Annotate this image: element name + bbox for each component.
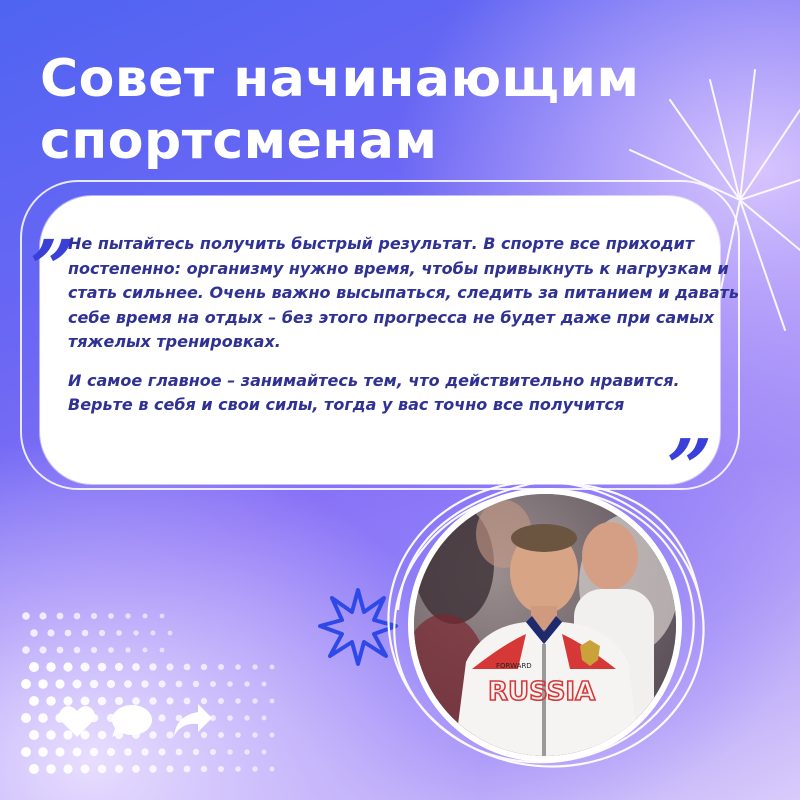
halftone-dot (81, 765, 90, 774)
halftone-dot (74, 613, 81, 620)
halftone-dot (201, 766, 207, 772)
brand-text: FORWARD (496, 662, 532, 670)
halftone-dot (168, 631, 173, 636)
halftone-dot (29, 730, 39, 740)
halftone-dot (210, 681, 216, 687)
halftone-dot (29, 662, 39, 672)
halftone-dot (74, 647, 81, 654)
halftone-dot (270, 699, 275, 704)
halftone-dot (184, 664, 191, 671)
halftone-dot (29, 764, 39, 774)
halftone-dot (210, 749, 216, 755)
halftone-dot (21, 747, 31, 757)
halftone-dot (262, 682, 267, 687)
halftone-dot (270, 665, 275, 670)
halftone-dot (270, 767, 275, 772)
halftone-dot (244, 749, 249, 754)
halftone-dot (57, 647, 64, 654)
heart-icon[interactable] (58, 704, 96, 738)
close-quote-icon: ” (650, 423, 719, 514)
halftone-dot (218, 732, 224, 738)
halftone-dot (270, 733, 275, 738)
halftone-dot (218, 664, 224, 670)
halftone-dot (141, 748, 148, 755)
halftone-dot (166, 663, 173, 670)
halftone-dot (98, 765, 107, 774)
athlete-illustration (414, 494, 676, 756)
halftone-dot (244, 681, 249, 686)
jacket-text: RUSSIA (488, 677, 596, 707)
halftone-dot (252, 732, 257, 737)
halftone-dot (132, 765, 140, 773)
halftone-dot (46, 730, 56, 740)
halftone-dot (116, 630, 122, 636)
halftone-dot (160, 614, 165, 619)
quote-text (68, 232, 748, 432)
halftone-dot (201, 664, 207, 670)
halftone-dot (39, 612, 46, 619)
halftone-dot (151, 631, 156, 636)
halftone-dot (108, 613, 114, 619)
halftone-dot (38, 713, 48, 723)
halftone-dot (227, 681, 233, 687)
halftone-dot (218, 766, 224, 772)
halftone-dot (38, 747, 48, 757)
halftone-dot (218, 698, 224, 704)
halftone-dot (235, 766, 241, 772)
halftone-dot (73, 680, 82, 689)
halftone-dot (55, 747, 64, 756)
halftone-dot (252, 766, 257, 771)
halftone-dot (124, 748, 132, 756)
halftone-dot (158, 680, 165, 687)
halftone-dot (125, 613, 130, 618)
halftone-dot (244, 715, 249, 720)
halftone-dot (22, 612, 30, 620)
halftone-dot (235, 698, 241, 704)
halftone-dot (107, 748, 115, 756)
comment-icon[interactable] (110, 704, 154, 738)
halftone-dot (30, 629, 38, 637)
halftone-dot (184, 766, 191, 773)
halftone-dot (158, 748, 165, 755)
halftone-dots-decoration (18, 608, 278, 788)
title-line-1: Совет начинающим (40, 49, 640, 109)
halftone-dot (46, 662, 56, 672)
halftone-dot (47, 629, 54, 636)
page-title (40, 48, 760, 172)
halftone-dot (125, 647, 130, 652)
halftone-dot (252, 664, 257, 669)
halftone-dot (193, 681, 199, 687)
social-actions (58, 702, 218, 742)
halftone-dot (262, 716, 267, 721)
halftone-dot (98, 663, 107, 672)
quote-paragraph-2: И самое главное – занимайтесь тем, что действительно нравится. Верьте в себя и свои силы, тогда у вас точно все получится (68, 370, 680, 414)
halftone-dot (99, 630, 105, 636)
halftone-dot (108, 647, 114, 653)
halftone-dot (143, 648, 148, 653)
halftone-dot (21, 679, 31, 689)
halftone-dot (176, 681, 183, 688)
halftone-dot (21, 713, 31, 723)
halftone-dot (235, 732, 241, 738)
halftone-dot (262, 750, 267, 755)
open-quote-icon: „ (26, 179, 95, 270)
title-line-2: спортсменам (40, 111, 438, 171)
halftone-dot (252, 698, 257, 703)
halftone-dot (73, 748, 82, 757)
halftone-dot (90, 680, 99, 689)
halftone-dot (81, 663, 90, 672)
halftone-dot (46, 764, 56, 774)
halftone-dot (91, 647, 97, 653)
halftone-dot (115, 765, 123, 773)
halftone-dot (38, 679, 48, 689)
halftone-dot (82, 630, 89, 637)
halftone-dot (149, 765, 156, 772)
halftone-dot (149, 663, 156, 670)
halftone-dot (65, 630, 72, 637)
halftone-dot (46, 696, 56, 706)
halftone-dot (107, 680, 115, 688)
halftone-dot (115, 663, 123, 671)
halftone-dot (39, 646, 46, 653)
share-icon[interactable] (170, 702, 214, 740)
athlete-photo (408, 488, 682, 762)
halftone-dot (160, 648, 165, 653)
halftone-dot (63, 662, 72, 671)
halftone-dot (132, 663, 140, 671)
halftone-dot (227, 749, 233, 755)
halftone-dot (133, 630, 138, 635)
halftone-dot (63, 764, 72, 773)
halftone-dot (143, 614, 148, 619)
photo-frame (378, 470, 708, 780)
halftone-dot (166, 765, 173, 772)
halftone-dot (29, 696, 39, 706)
halftone-dot (124, 680, 132, 688)
halftone-dot (235, 664, 241, 670)
halftone-dot (176, 749, 183, 756)
halftone-dot (141, 680, 148, 687)
quote-paragraph-1: Не пытайтесь получить быстрый результат. В спорте все приходит постепенно: организму нужно время, чтобы привыкнуть к нагрузкам и стать сильнее. Очень важно высыпаться, следить за питанием и давать себе время на отдых – без этого прогресса не будет даже при самых тяжелых тренировках. (68, 234, 740, 351)
halftone-dot (57, 613, 64, 620)
halftone-dot (55, 679, 64, 688)
halftone-dot (227, 715, 233, 721)
halftone-dot (193, 749, 199, 755)
halftone-dot (90, 748, 99, 757)
halftone-dot (91, 613, 97, 619)
halftone-dot (22, 646, 30, 654)
